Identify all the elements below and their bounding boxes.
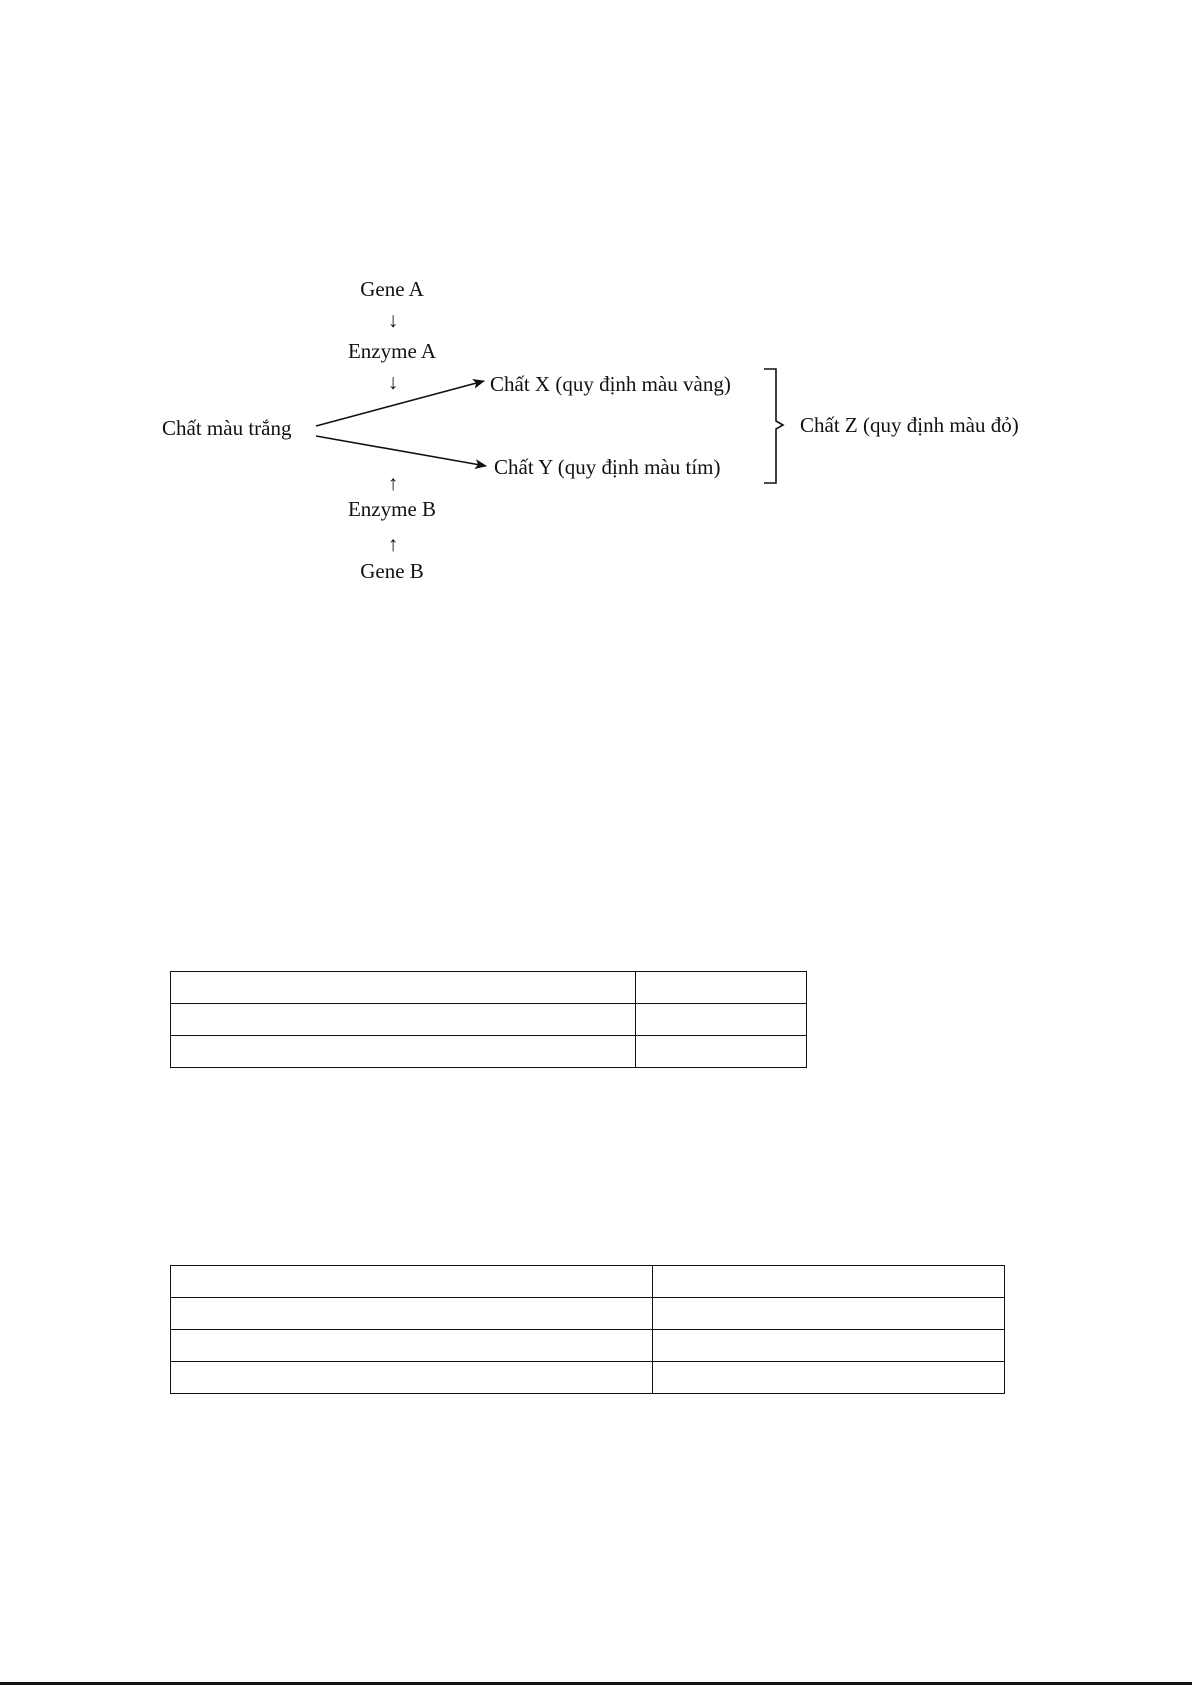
table-cell (171, 972, 636, 1004)
product-y-label: Chất Y (quy định màu tím) (494, 455, 721, 479)
gene-a-label: Gene A (360, 277, 424, 301)
gene-b-arrow-up: ↑ (387, 532, 399, 556)
arrow-to-x (316, 381, 484, 426)
table-row (171, 1362, 1005, 1394)
enzyme-b-arrow-up: ↑ (387, 471, 399, 495)
table-cell (171, 1036, 636, 1068)
start-substance-label: Chất màu trắng (162, 416, 292, 440)
table-row (171, 1266, 1005, 1298)
table-cell (171, 1004, 636, 1036)
table-row (171, 1330, 1005, 1362)
table-cell (171, 1362, 653, 1394)
table-cell (653, 1266, 1005, 1298)
combine-bracket (764, 369, 783, 483)
table-cell (171, 1266, 653, 1298)
gene-a-arrow-down: ↓ (387, 308, 399, 332)
table-row (171, 1036, 807, 1068)
table-cell (653, 1298, 1005, 1330)
enzyme-a-label: Enzyme A (347, 339, 437, 363)
gene-b-label: Gene B (360, 559, 424, 583)
table-cell (636, 972, 807, 1004)
table-cell (653, 1362, 1005, 1394)
table-cell (653, 1330, 1005, 1362)
metabolic-pathway-diagram (0, 0, 1192, 700)
table-cell (171, 1330, 653, 1362)
table-cell (636, 1036, 807, 1068)
empty-table-1 (170, 971, 807, 1068)
table-cell (171, 1298, 653, 1330)
enzyme-b-label: Enzyme B (347, 497, 437, 521)
product-x-label: Chất X (quy định màu vàng) (490, 372, 731, 396)
arrow-to-y (316, 436, 486, 466)
table-row (171, 1298, 1005, 1330)
table-cell (636, 1004, 807, 1036)
table-row (171, 972, 807, 1004)
table-row (171, 1004, 807, 1036)
product-z-label: Chất Z (quy định màu đỏ) (800, 413, 1019, 437)
enzyme-a-arrow-down: ↓ (387, 370, 399, 394)
empty-table-2 (170, 1265, 1005, 1394)
